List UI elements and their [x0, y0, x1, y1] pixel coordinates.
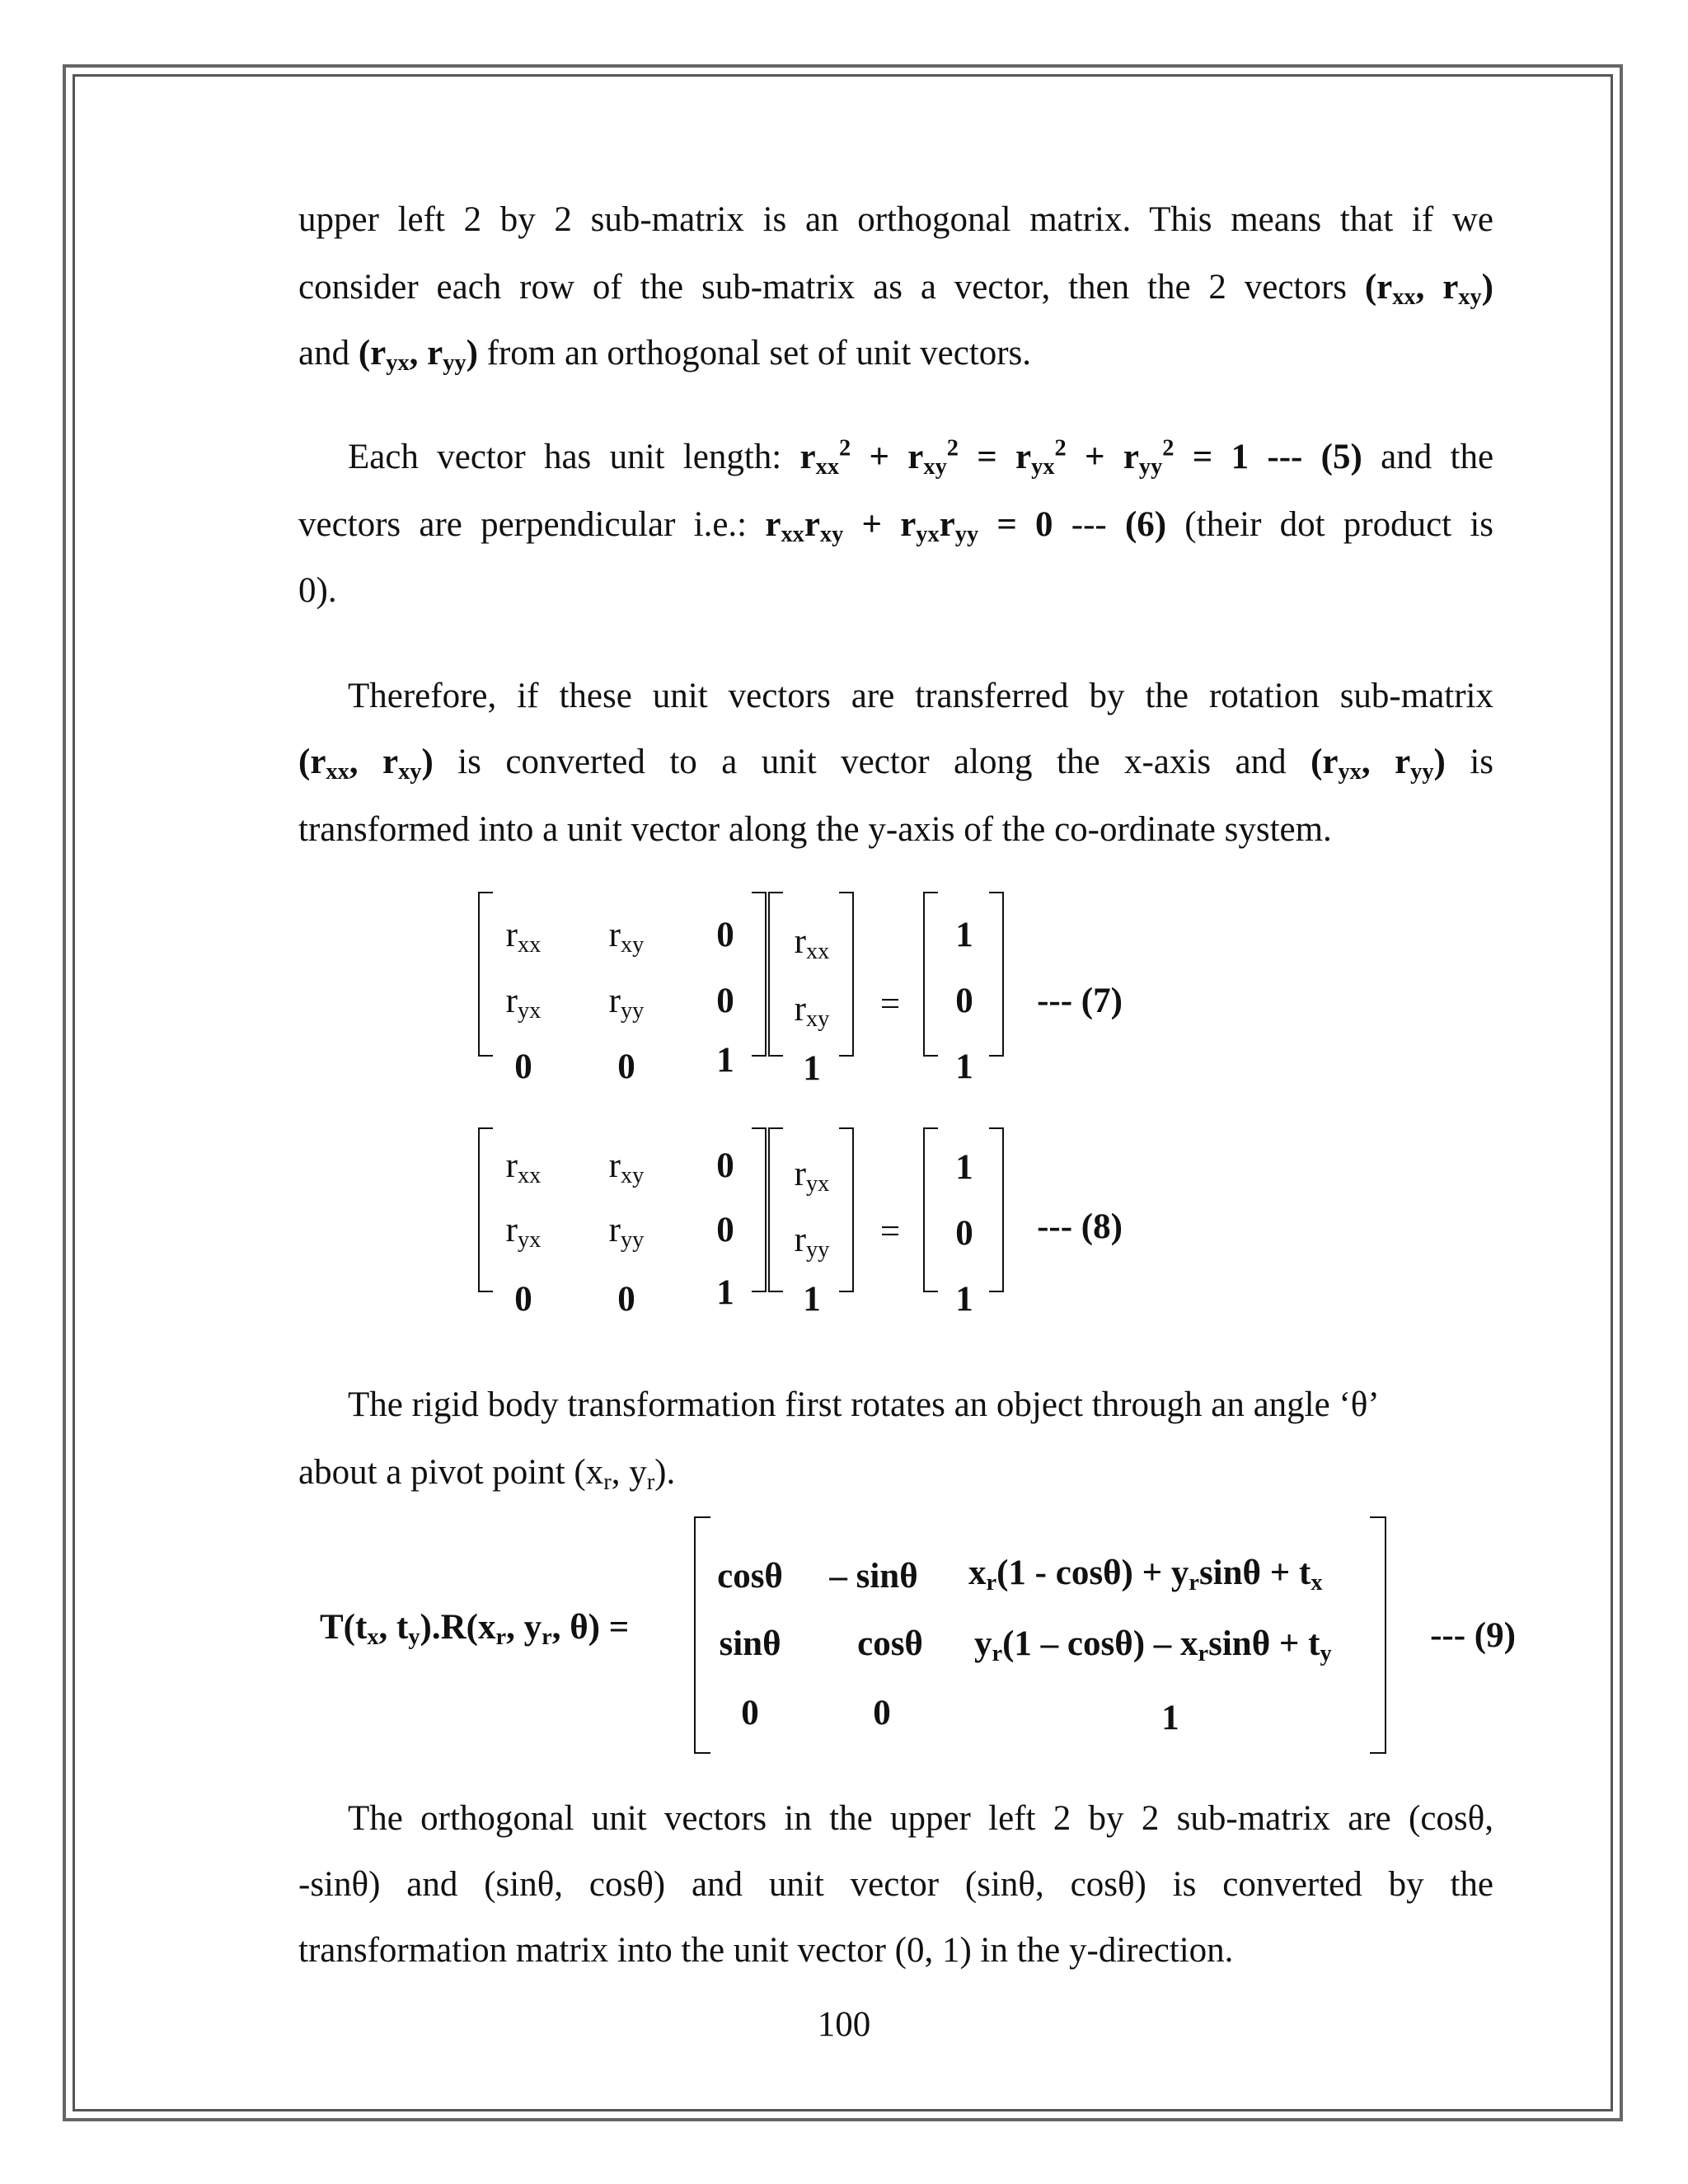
- bracket-left: [923, 892, 938, 1057]
- bracket-left: [694, 1516, 710, 1754]
- page-number: 100: [817, 2005, 871, 2044]
- para3-line1: Therefore, if these unit vectors are transferred by the rotation sub-matrix: [348, 677, 1493, 715]
- equation-7-label: --- (7): [1037, 982, 1123, 1020]
- para3-line2: ($r_{xx}$, $r_{xy}$) is converted to a unit vector along the x-axis and ($r_{yx}$, $r_{yy}$) is: [298, 743, 1493, 785]
- para5-line1: The orthogonal unit vectors in the upper left 2 by 2 sub-matrix are (cosθ,: [348, 1799, 1493, 1838]
- bracket-right: [839, 892, 854, 1057]
- bracket-left: [768, 892, 783, 1057]
- bracket-right: [752, 1127, 767, 1292]
- para5-line2: -sinθ) and (sinθ, cosθ) and unit vector (sinθ, cosθ) is converted by the: [298, 1865, 1493, 1904]
- bracket-right: [989, 892, 1004, 1057]
- bracket-left: [923, 1127, 938, 1292]
- para5-line3: transformation matrix into the unit vector (0, 1) in the y-direction.: [298, 1931, 1234, 1970]
- para4-line1: The rigid body transformation first rotates an object through an angle ‘θ’: [348, 1385, 1380, 1424]
- para4-line2: about a pivot point ($x_r$, $y_r$).: [298, 1453, 676, 1496]
- para2-line3: 0).: [298, 571, 337, 610]
- bracket-left: [768, 1127, 783, 1292]
- equation-8-label: --- (8): [1037, 1207, 1123, 1246]
- para3-line3: transformed into a unit vector along the y-axis of the co-ordinate system.: [298, 810, 1332, 849]
- para1-line3: and ($r_{yx}$, $r_{yy}$) from an orthogonal set of unit vectors.: [298, 334, 1032, 377]
- para1-line2: consider each row of the sub-matrix as a vector, then the 2 vectors ($r_{xx}$, $r_{xy}$): [298, 268, 1493, 311]
- para2-line1: Each vector has unit length: $r_{xx}^2 + r_{xy}^2 = r_{yx}^2 + r_{yy}^2 = 1$ --- (5) and the: [348, 435, 1494, 480]
- bracket-right: [989, 1127, 1004, 1292]
- bracket-left: [478, 892, 493, 1057]
- para1-line1: upper left 2 by 2 sub-matrix is an orthogonal matrix. This means that if we: [298, 200, 1493, 239]
- equation-9-lhs: $T(t_x$, $t_y).R(x_r$, $y_r$, θ) =: [320, 1608, 630, 1651]
- bracket-right: [839, 1127, 854, 1292]
- para2-line2: vectors are perpendicular i.e.: $r_{xx}r_{xy} + r_{yx}r_{yy} = 0$ --- (6) (their dot product is: [298, 505, 1494, 548]
- bracket-right: [752, 892, 767, 1057]
- equation-9-label: --- (9): [1430, 1616, 1516, 1655]
- bracket-left: [478, 1127, 493, 1292]
